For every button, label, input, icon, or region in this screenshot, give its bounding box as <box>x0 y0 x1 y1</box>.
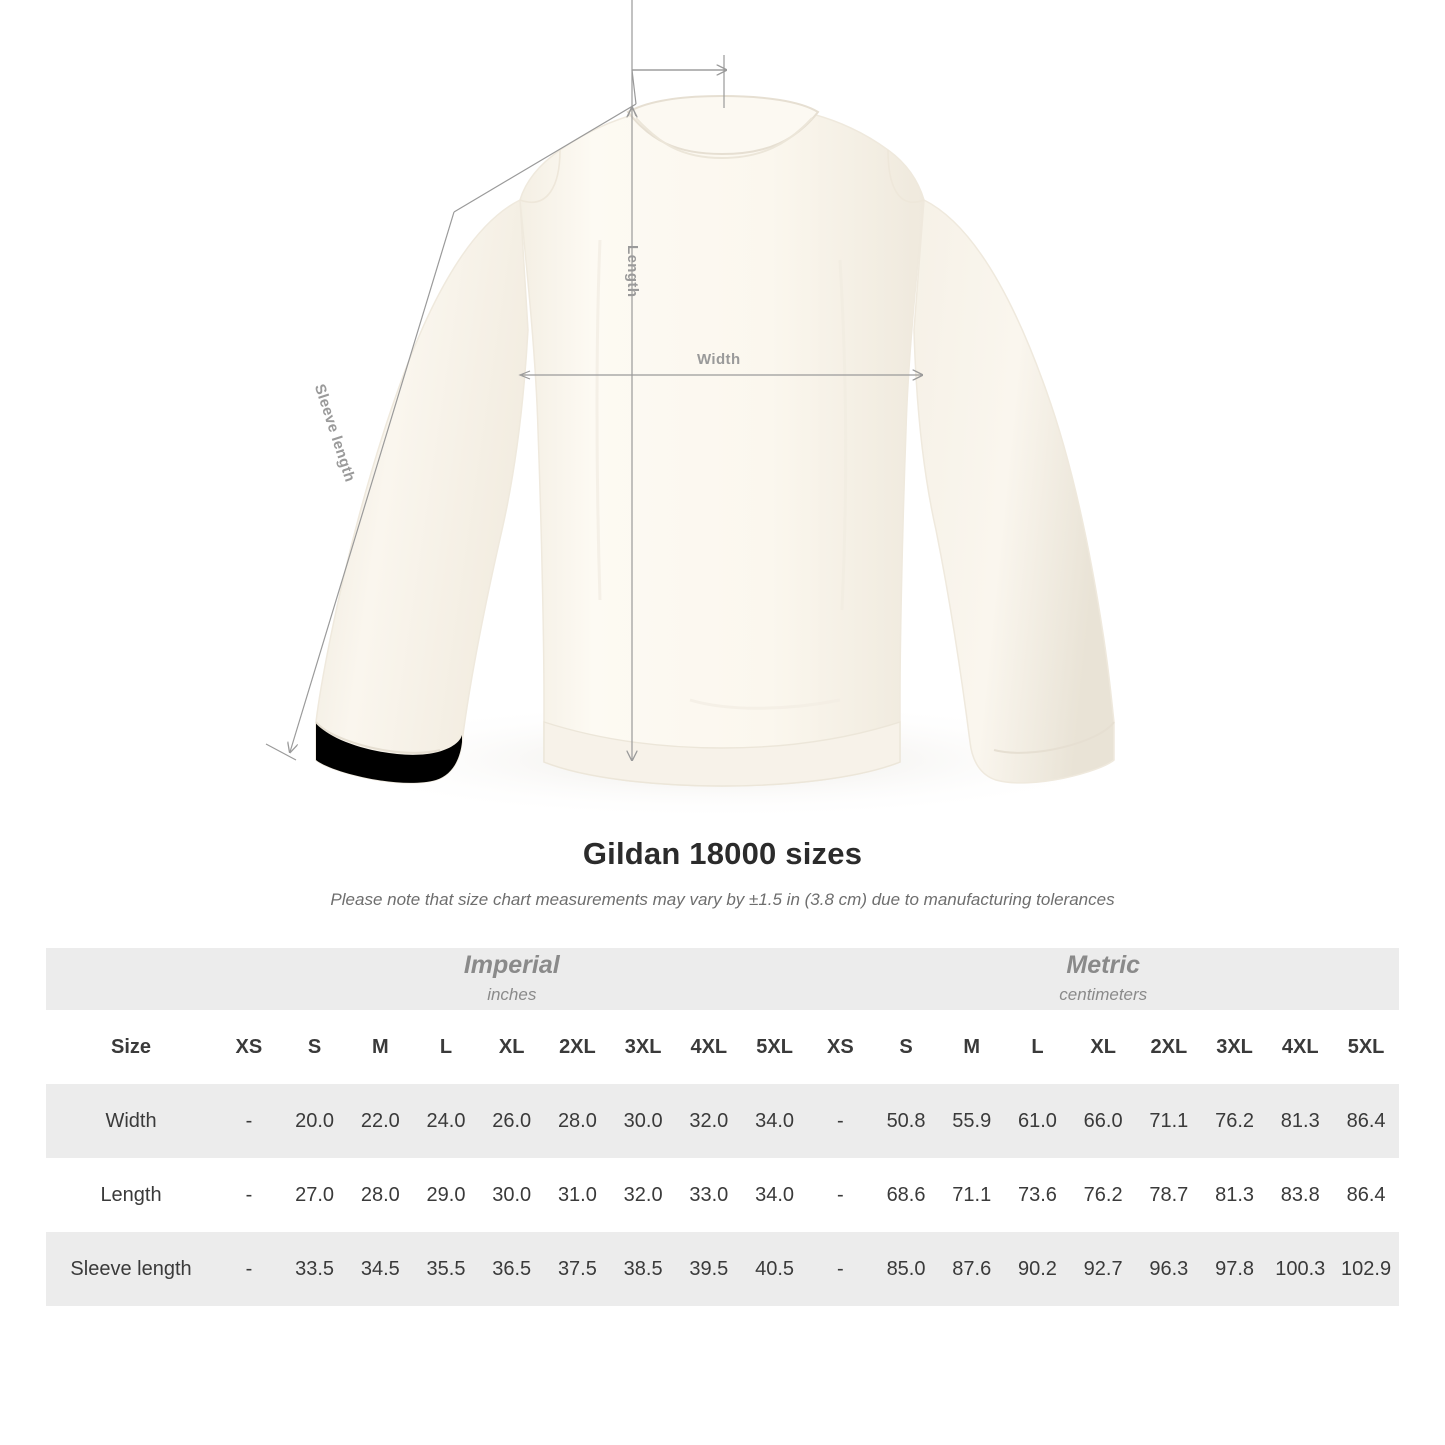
col-header-metric-xs: XS <box>807 1010 873 1084</box>
cell-sleeve-metric-l: 90.2 <box>1005 1232 1071 1306</box>
col-header-imperial-l: L <box>413 1010 479 1084</box>
cell-width-imperial-m: 22.0 <box>347 1084 413 1158</box>
cell-sleeve-imperial-5xl: 40.5 <box>742 1232 808 1306</box>
col-header-metric-m: M <box>939 1010 1005 1084</box>
col-header-imperial-m: M <box>347 1010 413 1084</box>
table-row <box>46 1232 1399 1306</box>
cell-length-metric-3xl: 81.3 <box>1202 1158 1268 1232</box>
cell-length-imperial-xs: - <box>216 1158 282 1232</box>
cell-length-imperial-xl: 30.0 <box>479 1158 545 1232</box>
cell-width-imperial-4xl: 32.0 <box>676 1084 742 1158</box>
cell-sleeve-metric-xs: - <box>807 1232 873 1306</box>
col-header-imperial-5xl: 5XL <box>742 1010 808 1084</box>
unit-header-row <box>46 948 1399 1010</box>
cell-sleeve-metric-5xl: 102.9 <box>1333 1232 1399 1306</box>
cell-length-imperial-m: 28.0 <box>347 1158 413 1232</box>
cell-length-metric-4xl: 83.8 <box>1267 1158 1333 1232</box>
cell-sleeve-metric-4xl: 100.3 <box>1267 1232 1333 1306</box>
unit-header-metric <box>807 948 1399 1010</box>
cell-width-metric-l: 61.0 <box>1005 1084 1071 1158</box>
cell-width-imperial-s: 20.0 <box>282 1084 348 1158</box>
col-header-imperial-s: S <box>282 1010 348 1084</box>
cell-width-metric-3xl: 76.2 <box>1202 1084 1268 1158</box>
col-header-imperial-xl: XL <box>479 1010 545 1084</box>
col-header-imperial-xs: XS <box>216 1010 282 1084</box>
cell-sleeve-metric-xl: 92.7 <box>1070 1232 1136 1306</box>
unit-header-spacer <box>46 948 216 1010</box>
cell-sleeve-metric-3xl: 97.8 <box>1202 1232 1268 1306</box>
size-header-row <box>46 1010 1399 1084</box>
col-header-metric-s: S <box>873 1010 939 1084</box>
col-header-imperial-3xl: 3XL <box>610 1010 676 1084</box>
sleeve-length-label: Sleeve length <box>310 382 359 485</box>
title-block <box>0 836 1445 910</box>
cell-sleeve-imperial-4xl: 39.5 <box>676 1232 742 1306</box>
col-header-metric-l: L <box>1005 1010 1071 1084</box>
cell-sleeve-imperial-3xl: 38.5 <box>610 1232 676 1306</box>
cell-length-imperial-l: 29.0 <box>413 1158 479 1232</box>
cell-length-imperial-5xl: 34.0 <box>742 1158 808 1232</box>
cell-length-imperial-3xl: 32.0 <box>610 1158 676 1232</box>
cell-length-imperial-4xl: 33.0 <box>676 1158 742 1232</box>
row-label-width: Width <box>46 1084 216 1158</box>
cell-width-metric-m: 55.9 <box>939 1084 1005 1158</box>
left-sleeve <box>316 200 528 783</box>
cell-sleeve-imperial-2xl: 37.5 <box>545 1232 611 1306</box>
cell-width-metric-4xl: 81.3 <box>1267 1084 1333 1158</box>
col-header-metric-4xl: 4XL <box>1267 1010 1333 1084</box>
right-sleeve <box>914 200 1114 783</box>
row-label-length: Length <box>46 1158 216 1232</box>
size-table-wrap <box>46 948 1399 1306</box>
cell-width-metric-s: 50.8 <box>873 1084 939 1158</box>
cell-width-metric-5xl: 86.4 <box>1333 1084 1399 1158</box>
width-label: Width <box>697 351 741 368</box>
size-header-label: Size <box>46 1010 216 1084</box>
col-header-imperial-2xl: 2XL <box>545 1010 611 1084</box>
imperial-subtitle: inches <box>487 985 537 1005</box>
unit-header-imperial <box>216 948 807 1010</box>
col-header-metric-xl: XL <box>1070 1010 1136 1084</box>
cell-sleeve-metric-s: 85.0 <box>873 1232 939 1306</box>
cell-sleeve-imperial-xs: - <box>216 1232 282 1306</box>
row-label-sleeve-length: Sleeve length <box>46 1232 216 1306</box>
sweatshirt-body <box>520 106 924 786</box>
cell-width-imperial-l: 24.0 <box>413 1084 479 1158</box>
cell-length-imperial-2xl: 31.0 <box>545 1158 611 1232</box>
cell-sleeve-metric-m: 87.6 <box>939 1232 1005 1306</box>
cell-sleeve-imperial-l: 35.5 <box>413 1232 479 1306</box>
cell-width-metric-xl: 66.0 <box>1070 1084 1136 1158</box>
cell-width-imperial-5xl: 34.0 <box>742 1084 808 1158</box>
cell-length-imperial-s: 27.0 <box>282 1158 348 1232</box>
cell-length-metric-s: 68.6 <box>873 1158 939 1232</box>
cell-length-metric-2xl: 78.7 <box>1136 1158 1202 1232</box>
cell-sleeve-imperial-m: 34.5 <box>347 1232 413 1306</box>
cell-sleeve-imperial-xl: 36.5 <box>479 1232 545 1306</box>
cell-length-metric-xl: 76.2 <box>1070 1158 1136 1232</box>
tolerance-note: Please note that size chart measurements may vary by ±1.5 in (3.8 cm) due to manufacturing tolerances <box>330 890 1115 909</box>
metric-title: Metric <box>1066 950 1141 979</box>
table-row <box>46 1158 1399 1232</box>
col-header-metric-2xl: 2XL <box>1136 1010 1202 1084</box>
cell-length-metric-l: 73.6 <box>1005 1158 1071 1232</box>
cell-width-imperial-xl: 26.0 <box>479 1084 545 1158</box>
col-header-metric-3xl: 3XL <box>1202 1010 1268 1084</box>
page-title: Gildan 18000 sizes <box>582 836 863 871</box>
col-header-metric-5xl: 5XL <box>1333 1010 1399 1084</box>
cell-length-metric-m: 71.1 <box>939 1158 1005 1232</box>
imperial-title: Imperial <box>463 950 560 979</box>
cell-length-metric-5xl: 86.4 <box>1333 1158 1399 1232</box>
col-header-imperial-4xl: 4XL <box>676 1010 742 1084</box>
cell-sleeve-metric-2xl: 96.3 <box>1136 1232 1202 1306</box>
cell-width-metric-xs: - <box>807 1084 873 1158</box>
cell-width-imperial-3xl: 30.0 <box>610 1084 676 1158</box>
length-label: Length <box>624 245 641 298</box>
cell-sleeve-imperial-s: 33.5 <box>282 1232 348 1306</box>
cell-width-imperial-xs: - <box>216 1084 282 1158</box>
size-table <box>46 948 1399 1306</box>
table-row <box>46 1084 1399 1158</box>
cell-width-metric-2xl: 71.1 <box>1136 1084 1202 1158</box>
metric-subtitle: centimeters <box>1059 985 1148 1005</box>
cell-width-imperial-2xl: 28.0 <box>545 1084 611 1158</box>
cell-length-metric-xs: - <box>807 1158 873 1232</box>
